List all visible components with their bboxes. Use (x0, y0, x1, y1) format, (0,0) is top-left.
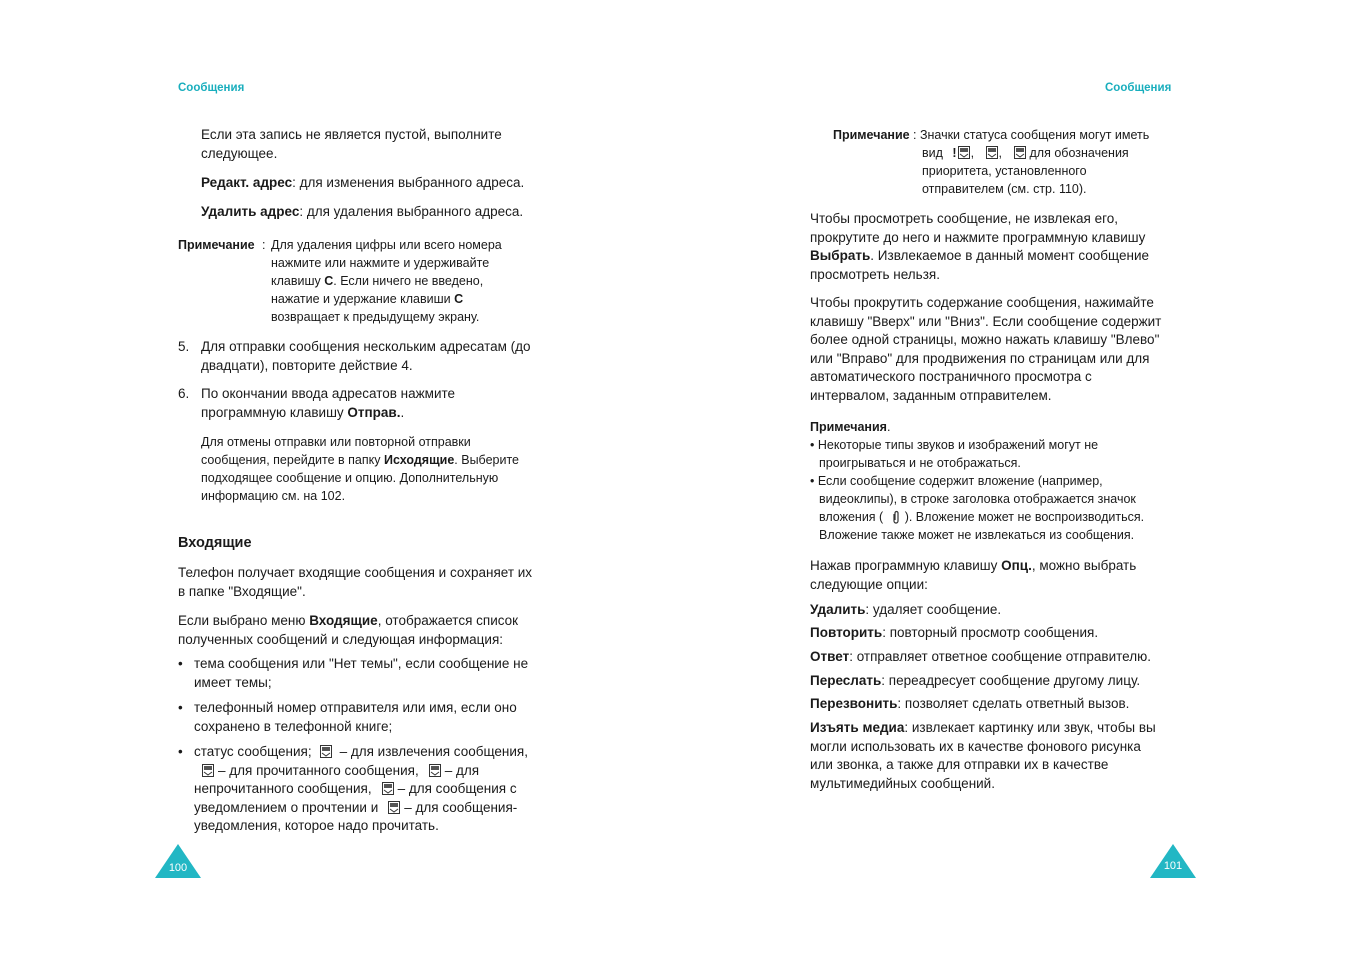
note-text: Для удаления цифры или всего номера нажмите или нажмите и удерживайте клавишу C. Если ничего не введено, нажатие и удержание клавиши C возвращает к предыдущему экрану. (271, 238, 502, 324)
option-forward: Переслать: переадресует сообщение другому лицу. (810, 673, 1141, 688)
note-label: Примечание (833, 128, 910, 142)
option-reply: Ответ: отправляет ответное сообщение отправителю. (810, 649, 1151, 664)
priority-exclamation-icon: ! (952, 146, 957, 160)
cancel-info: Для отмены отправки или повторной отправки сообщения, перейдите в папку Исходящие. Выберите подходящее сообщение и опцию. Дополнительную информацию см. на 102. (201, 435, 519, 503)
inbox-paragraph-1: Телефон получает входящие сообщения и сохраняет их в папке "Входящие". (178, 565, 533, 599)
options-intro: Нажав программную клавишу Опц., можно выбрать следующие опции: (810, 558, 1137, 592)
option-repeat: Повторить: повторный просмотр сообщения. (810, 625, 1099, 640)
notes-list: • Некоторые типы звуков и изображений могут не проигрываться и не отображаться. • Если сообщение содержит вложение (например, видеоклипы), в строке заголовка отображается значок вложения ( ). Вложение может не воспроизводиться. Вложение также может не извлекаться из сообщения. (810, 438, 1145, 542)
page-number-right: 101 (1163, 860, 1183, 872)
envelope-icon (382, 782, 394, 795)
notes-heading: Примечания. (810, 420, 891, 434)
list-item: статус сообщения; – для извлечения сообщения, – для прочитанного сообщения, – для непрочитанного сообщения, – для сообщения с уведомлением о прочтении и – для сообщения- уведомления, которое надо прочитать. (194, 744, 528, 833)
inbox-paragraph-2: Если выбрано меню Входящие, отображается список полученных сообщений и следующая информация: (178, 613, 519, 647)
option-extract-media: Изъять медиа: извлекает картинку или звук, чтобы вы могли использовать их в качестве фонового рисунка или звонка, а также для отправки их в качестве мультимедийных сообщений. (810, 720, 1156, 791)
step-6: По окончании ввода адресатов нажмите программную клавишу Отправ.. (201, 386, 456, 420)
note-text: : Значки статуса сообщения могут иметь вид ! , , для обозначения приоритета, установленного отправителем (см. стр. 110). (913, 128, 1150, 196)
envelope-icon (320, 745, 332, 758)
envelope-icon (202, 764, 214, 777)
page-header-right: Сообщения (1105, 82, 1172, 94)
option-callback: Перезвонить: позволяет сделать ответный вызов. (810, 696, 1130, 711)
envelope-icon (388, 801, 400, 814)
section-title-inbox: Входящие (178, 535, 252, 551)
list-item: тема сообщения или "Нет темы", если сообщение не имеет темы; (194, 656, 529, 690)
view-paragraph: Чтобы просмотреть сообщение, не извлекая его, прокрутите до него и нажмите программную клавишу Выбрать. Извлекаемое в данный момент сообщение просмотреть нельзя. (810, 211, 1150, 282)
step-5: Для отправки сообщения нескольким адресатам (до двадцати), повторите действие 4. (201, 339, 531, 373)
attachment-clip-icon (891, 510, 901, 524)
envelope-icon (429, 764, 441, 777)
edit-address-option: Редакт. адрес: для изменения выбранного адреса. (201, 175, 525, 190)
envelope-icon (986, 146, 998, 159)
page-header-left: Сообщения (178, 82, 245, 94)
option-delete: Удалить: удаляет сообщение. (810, 602, 1002, 617)
envelope-icon (1014, 146, 1026, 159)
note-label: Примечание (178, 238, 255, 252)
intro-text: Если эта запись не является пустой, выполните следующее. (201, 127, 502, 161)
list-item: телефонный номер отправителя или имя, если оно сохранено в телефонной книге; (194, 700, 517, 734)
envelope-icon (958, 146, 970, 159)
scroll-paragraph: Чтобы прокрутить содержание сообщения, нажимайте клавишу "Вверх" или "Вниз". Если сообщение содержит более одной страницы, можно нажать клавишу "Влево" или "Вправо" для продвижения по страницам или для автоматического постраничного просмотра с интервалом, заданным отправителем. (810, 295, 1162, 403)
page-number-left: 100 (168, 862, 188, 874)
delete-address-option: Удалить адрес: для удаления выбранного адреса. (201, 204, 524, 219)
